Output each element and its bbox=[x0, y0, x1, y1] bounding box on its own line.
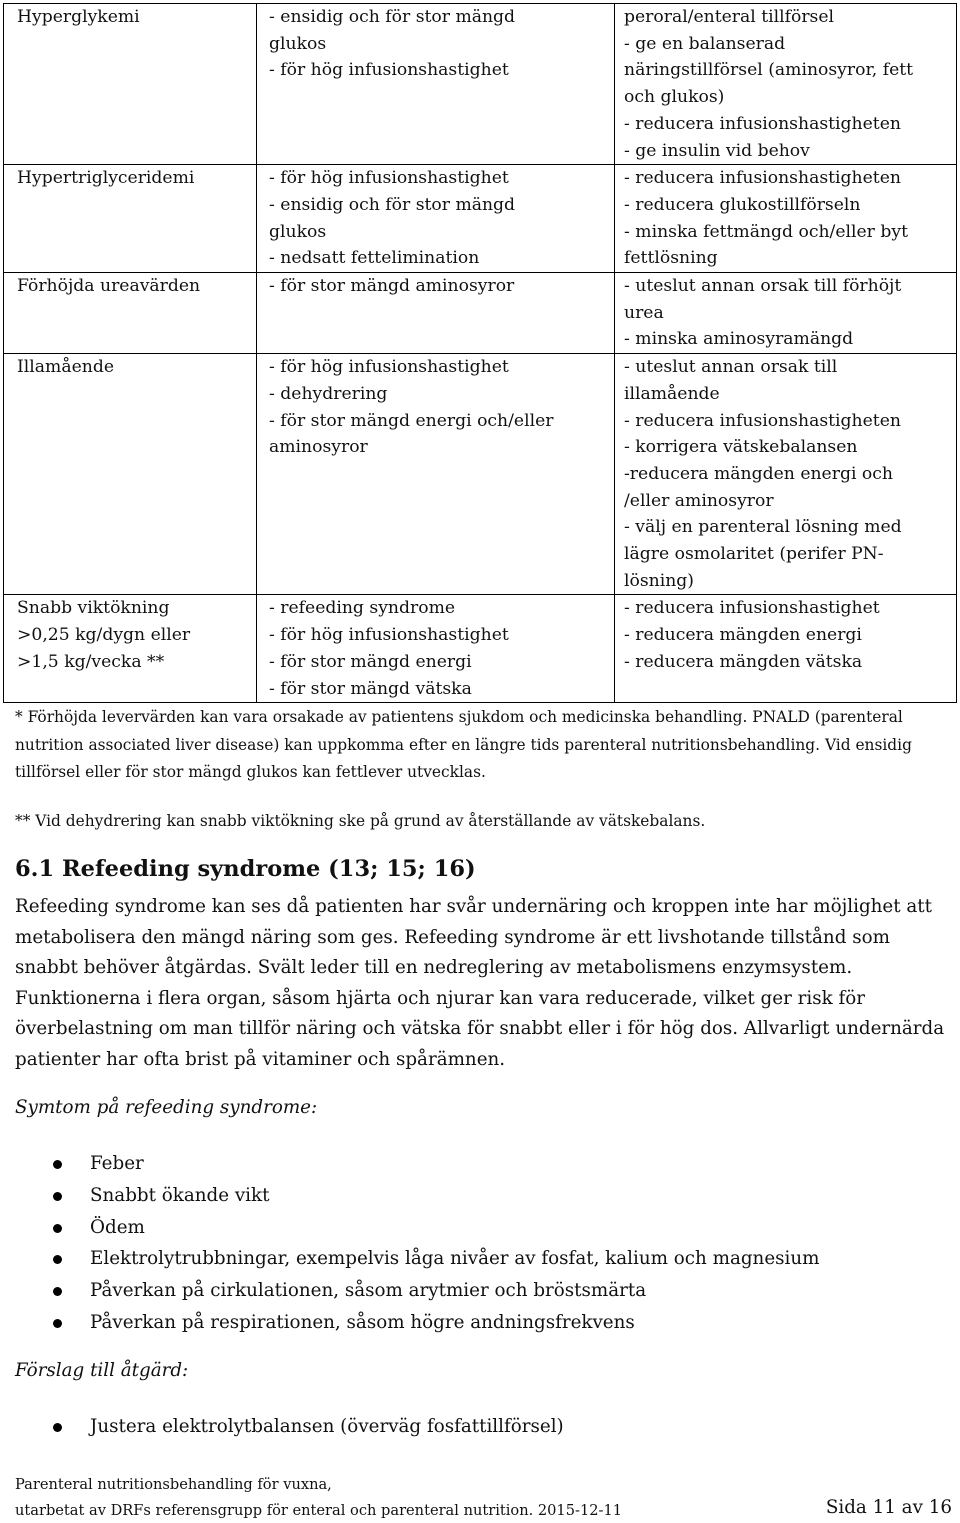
list-item bbox=[0, 1275, 819, 1307]
footnote-dehydration: ** Vid dehydrering kan snabb viktökning ske på grund av återställande av vätskebalans. bbox=[15, 812, 706, 830]
actions-heading: Förslag till åtgärd: bbox=[15, 1360, 189, 1381]
cell-line: - för stor mängd energi bbox=[269, 651, 472, 672]
table-row bbox=[4, 354, 957, 595]
page-number: Sida 11 av 16 bbox=[825, 1497, 952, 1518]
cell-line: - välj en parenteral lösning med bbox=[624, 517, 902, 538]
cell-line: - för stor mängd energi och/eller bbox=[269, 410, 554, 431]
action-cell bbox=[615, 165, 957, 273]
footnote-liver: * Förhöjda levervärden kan vara orsakade av patientens sjukdom och medicinska behandling. PNALD (parenteral nutrition associated liver disease) kan uppkomma efter en längre tids parenteral nutritionsbehandling. Vid ensidig tillförsel eller för stor mängd glukos kan fettlever utvecklas. bbox=[15, 708, 912, 781]
action-cell bbox=[615, 595, 957, 703]
cell-line: Hypertriglyceridemi bbox=[17, 168, 195, 189]
cell-line: illamående bbox=[624, 383, 720, 404]
cell-line: - reducera infusionshastigheten bbox=[624, 168, 901, 189]
cell-line: - uteslut annan orsak till bbox=[624, 357, 838, 378]
bullet-icon bbox=[53, 1255, 62, 1264]
cell-line: - uteslut annan orsak till förhöjt bbox=[624, 276, 902, 297]
list-item bbox=[0, 1148, 819, 1180]
bullet-icon bbox=[53, 1319, 62, 1328]
cell-line: - reducera infusionshastigheten bbox=[624, 113, 901, 134]
condition-cell bbox=[4, 273, 257, 354]
cell-line: - för stor mängd aminosyror bbox=[269, 276, 515, 297]
cell-line: lösning) bbox=[624, 570, 695, 591]
cause-cell bbox=[257, 165, 615, 273]
list-item bbox=[0, 1180, 819, 1212]
cell-line: - korrigera vätskebalansen bbox=[624, 437, 858, 458]
cell-line: - reducera infusionshastigheten bbox=[624, 410, 901, 431]
cell-line: - minska aminosyramängd bbox=[624, 329, 854, 350]
cell-line: >0,25 kg/dygn eller bbox=[17, 625, 191, 646]
table-row bbox=[4, 4, 957, 165]
cell-line: - reducera mängden energi bbox=[624, 625, 862, 646]
list-item-text: Snabbt ökande vikt bbox=[90, 1184, 270, 1206]
condition-cell bbox=[4, 165, 257, 273]
cell-line: - för hög infusionshastighet bbox=[269, 60, 509, 81]
section-paragraph: Refeeding syndrome kan ses då patienten har svår undernäring och kroppen inte har möjlighet att metabolisera den mängd näring som ges. Refeeding syndrome är ett livshotande tillstånd som snabbt behöver åtgärdas. Svält leder till en nedreglering av metabolismens enzymsystem. Funktionerna i flera organ, såsom hjärta och njurar kan vara reducerade, vilket ger risk för överbelastning om man tillför näring och vätska för snabbt eller i för hög dos. Allvarligt undernärda patienter har ofta brist på vitaminer och spårämnen. bbox=[15, 896, 945, 1070]
action-cell bbox=[615, 273, 957, 354]
cause-cell bbox=[257, 4, 615, 165]
footer-line-2: utarbetat av DRFs referensgrupp för enteral och parenteral nutrition. 2015-12-11 bbox=[15, 1502, 623, 1519]
footer-line-1: Parenteral nutritionsbehandling för vuxna, bbox=[15, 1476, 332, 1493]
cell-line: - ge en balanserad bbox=[624, 33, 786, 54]
bullet-icon bbox=[53, 1192, 62, 1201]
actions-list bbox=[0, 1411, 564, 1443]
cell-line: - minska fettmängd och/eller byt bbox=[624, 221, 908, 242]
list-item bbox=[0, 1243, 819, 1275]
cell-line: näringstillförsel (aminosyror, fett bbox=[624, 60, 914, 81]
list-item-text: Påverkan på cirkulationen, såsom arytmier och bröstsmärta bbox=[90, 1280, 647, 1302]
cell-line: - för stor mängd vätska bbox=[269, 678, 472, 699]
cause-cell bbox=[257, 273, 615, 354]
bullet-icon bbox=[53, 1423, 62, 1432]
cause-cell bbox=[257, 354, 615, 595]
bullet-icon bbox=[53, 1224, 62, 1233]
cell-line: Hyperglykemi bbox=[17, 7, 140, 27]
cell-line: - ensidig och för stor mängd bbox=[269, 7, 516, 27]
cell-line: - reducera infusionshastighet bbox=[624, 598, 880, 619]
list-item bbox=[0, 1307, 819, 1339]
list-item-text: Elektrolytrubbningar, exempelvis låga nivåer av fosfat, kalium och magnesium bbox=[90, 1248, 820, 1270]
condition-cell bbox=[4, 595, 257, 703]
cell-line: - reducera glukostillförseln bbox=[624, 194, 861, 215]
condition-cell bbox=[4, 4, 257, 165]
list-item-text: Feber bbox=[90, 1153, 144, 1174]
complications-table bbox=[3, 3, 957, 703]
condition-cell bbox=[4, 354, 257, 595]
cell-line: - för hög infusionshastighet bbox=[269, 625, 509, 646]
cell-line: lägre osmolaritet (perifer PN- bbox=[624, 544, 884, 565]
cell-line: och glukos) bbox=[624, 87, 725, 108]
table-row bbox=[4, 273, 957, 354]
cell-line: fettlösning bbox=[624, 248, 718, 269]
cell-line: -reducera mängden energi och bbox=[624, 463, 893, 484]
cell-line: - för hög infusionshastighet bbox=[269, 168, 509, 189]
cell-line: Snabb viktökning bbox=[17, 598, 170, 619]
list-item-text: Ödem bbox=[90, 1216, 145, 1238]
action-cell bbox=[615, 354, 957, 595]
table-row bbox=[4, 165, 957, 273]
bullet-icon bbox=[53, 1160, 62, 1169]
cell-line: - för hög infusionshastighet bbox=[269, 357, 509, 378]
cell-line: - dehydrering bbox=[269, 383, 388, 404]
cell-line: urea bbox=[624, 302, 664, 323]
cell-line: - ge insulin vid behov bbox=[624, 140, 810, 161]
cell-line: glukos bbox=[269, 221, 327, 242]
symptoms-heading: Symtom på refeeding syndrome: bbox=[15, 1097, 318, 1118]
cell-line: - ensidig och för stor mängd bbox=[269, 194, 516, 215]
list-item bbox=[0, 1212, 819, 1244]
cell-line: - reducera mängden vätska bbox=[624, 651, 863, 672]
cell-line: >1,5 kg/vecka ** bbox=[17, 651, 165, 672]
cell-line: Förhöjda ureavärden bbox=[17, 276, 201, 297]
cell-line: glukos bbox=[269, 33, 327, 54]
cell-line: - refeeding syndrome bbox=[269, 598, 456, 619]
table-row bbox=[4, 595, 957, 703]
cell-line: - nedsatt fettelimination bbox=[269, 248, 480, 269]
cell-line: /eller aminosyror bbox=[624, 490, 774, 511]
cell-line: peroral/enteral tillförsel bbox=[624, 7, 835, 27]
action-cell bbox=[615, 4, 957, 165]
list-item bbox=[0, 1411, 564, 1443]
cause-cell bbox=[257, 595, 615, 703]
list-item-text: Justera elektrolytbalansen (överväg fosfattillförsel) bbox=[90, 1416, 564, 1437]
list-item-text: Påverkan på respirationen, såsom högre andningsfrekvens bbox=[90, 1311, 635, 1333]
cell-line: Illamående bbox=[17, 357, 114, 378]
cell-line: aminosyror bbox=[269, 437, 368, 458]
section-heading: 6.1 Refeeding syndrome (13; 15; 16) bbox=[15, 856, 476, 882]
symptoms-list bbox=[0, 1148, 819, 1339]
bullet-icon bbox=[53, 1287, 62, 1296]
